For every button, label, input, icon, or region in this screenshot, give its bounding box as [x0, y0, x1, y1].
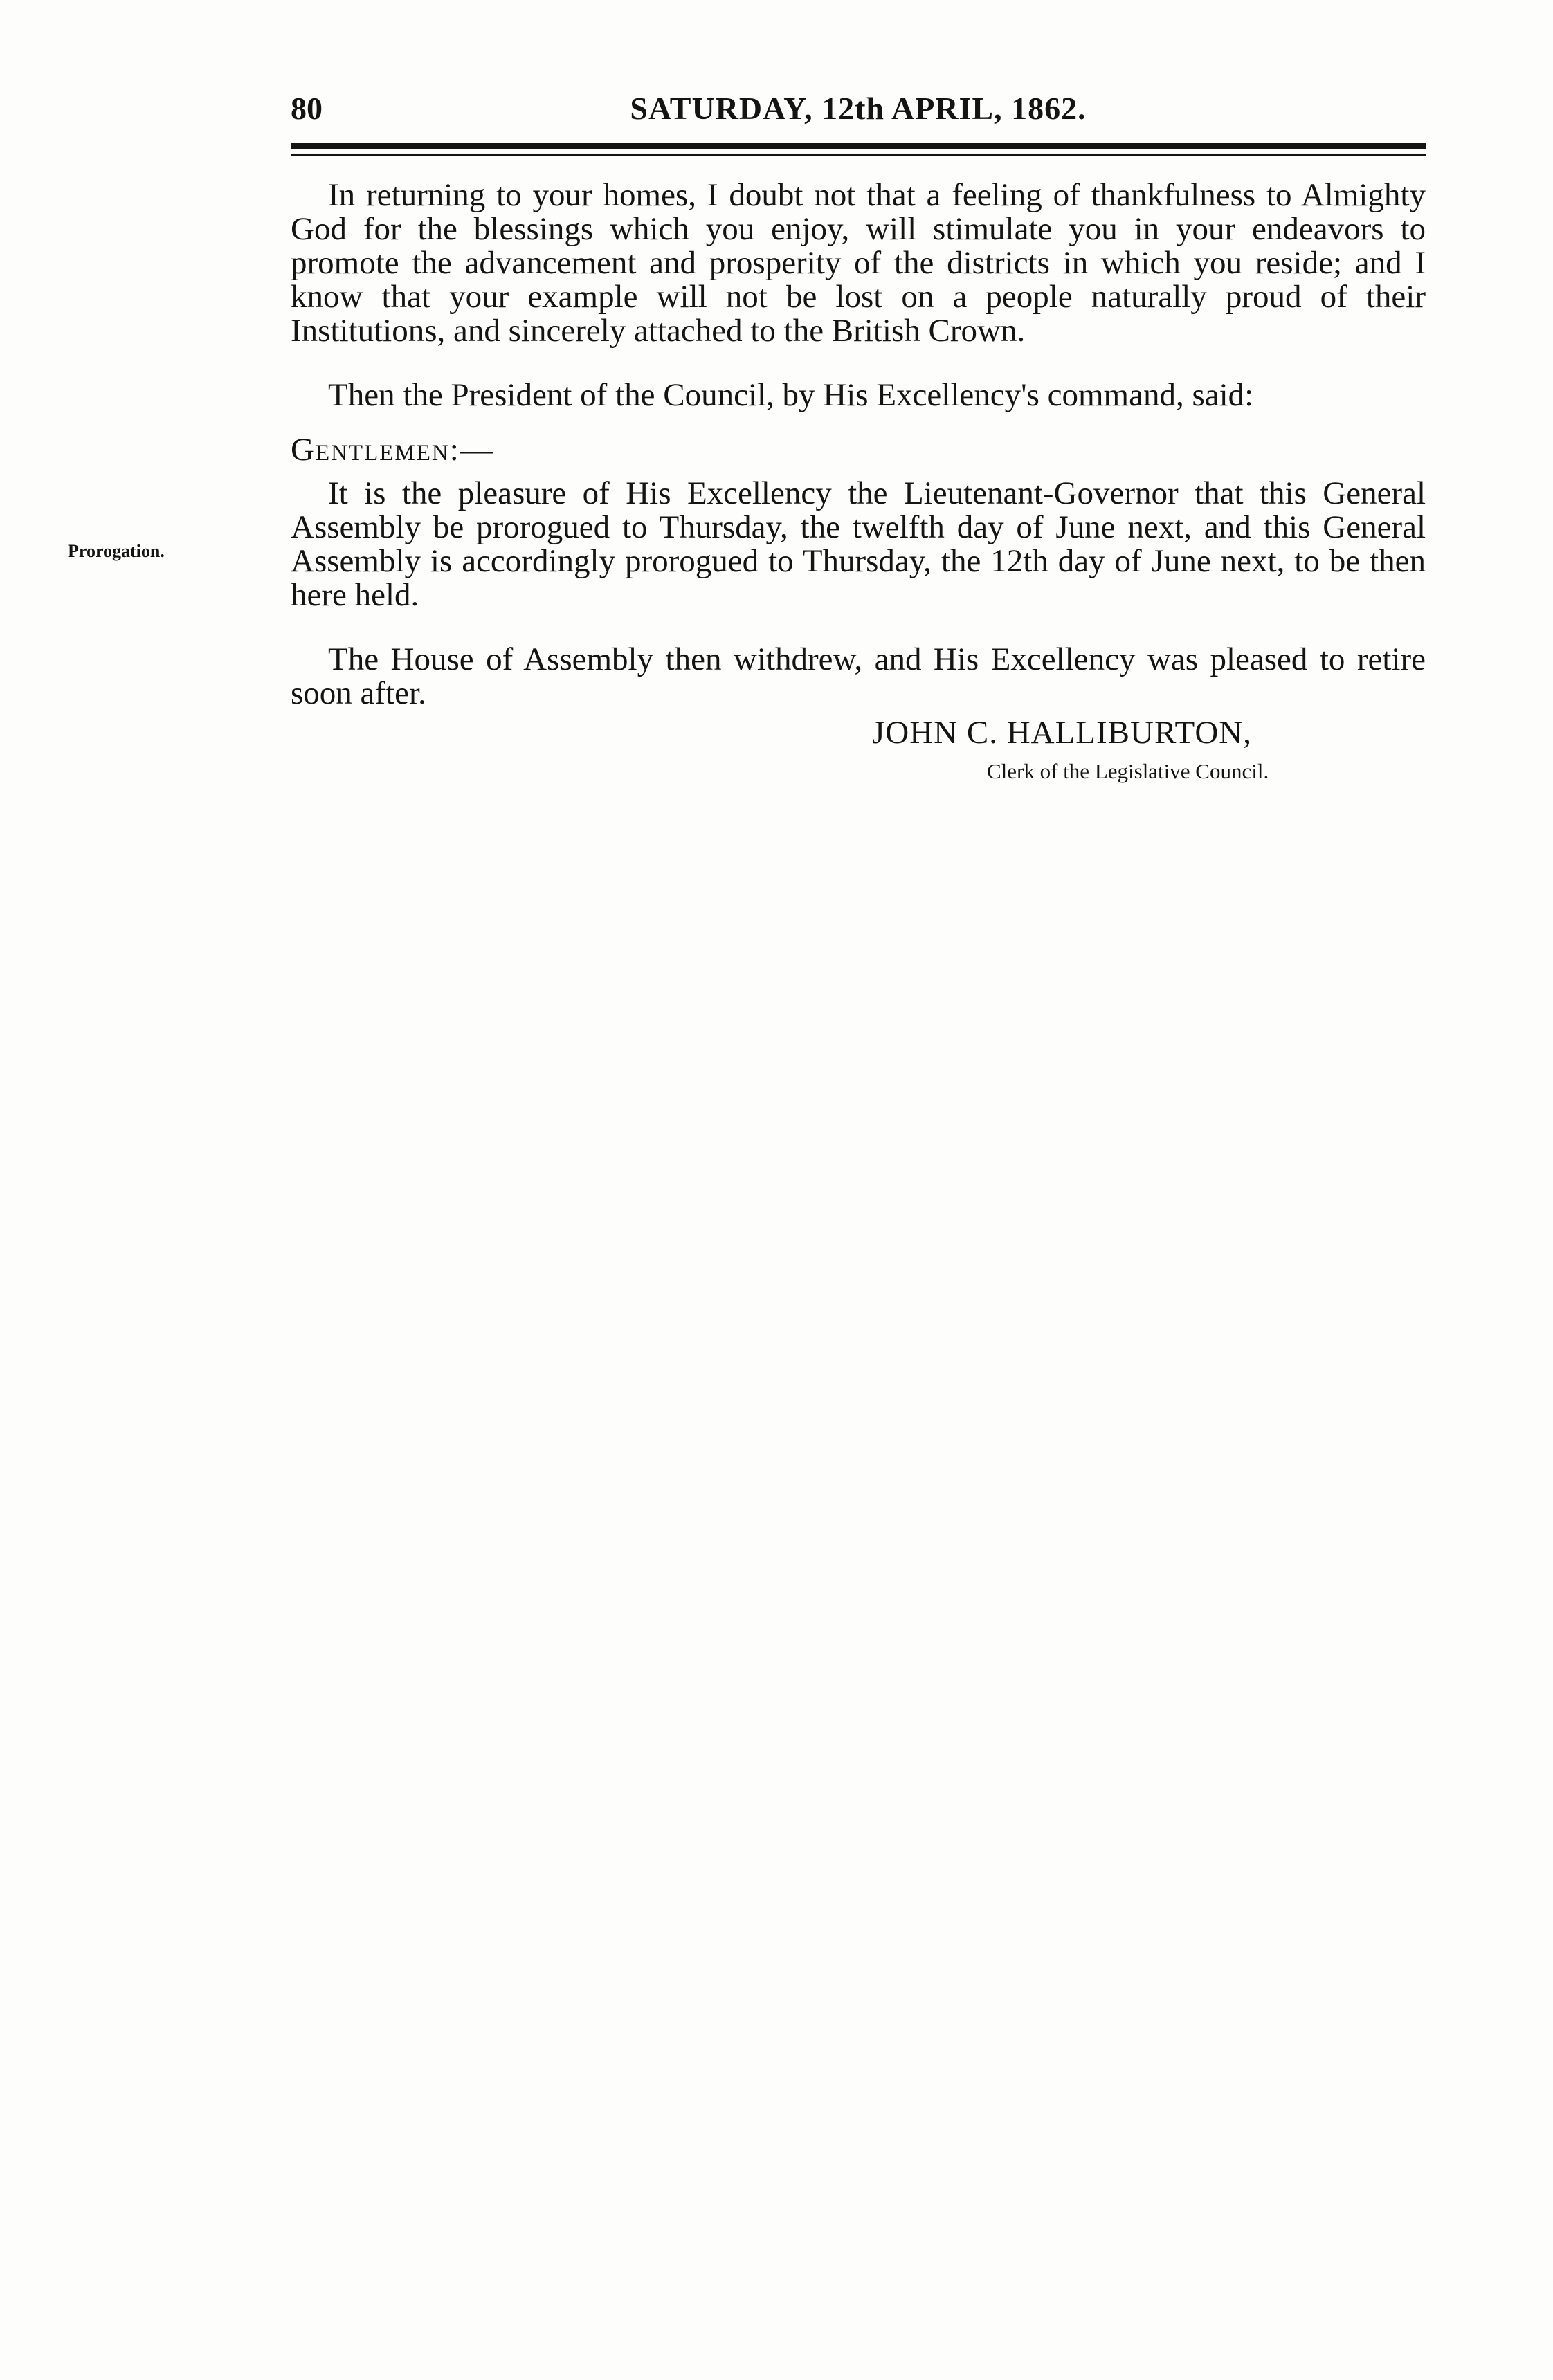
salutation: Gentlemen:—: [291, 432, 494, 468]
document-body: [291, 178, 1426, 788]
page-number: 80: [291, 91, 323, 126]
signature-name: JOHN C. HALLIBURTON,: [872, 715, 1252, 751]
paragraph-withdrew: The House of Assembly then withdrew, and His Excellency was pleased to retire soon after.: [291, 641, 1426, 711]
paragraph-prorogation: It is the pleasure of His Excellency the Lieutenant-Governor that this General Assembly be prorogued to Thursday, the twelfth day of June next, and this General Assembly is accordingly prorogued to Thursday, the 12th day of June next, to be then here held.: [291, 475, 1426, 613]
signature-title: Clerk of the Legislative Council.: [987, 759, 1269, 783]
running-title: SATURDAY, 12th APRIL, 1862.: [630, 91, 1087, 126]
page-header: [291, 90, 1426, 131]
paragraph-homes: In returning to your homes, I doubt not that a feeling of thankfulness to Almighty God for the blessings which you enjoy, will stimulate you in your endeavors to promote the advancement and prosperity of the districts in which you reside; and I know that your example will not be lost on a people naturally proud of their Institutions, and sincerely attached to the British Crown.: [291, 177, 1426, 349]
paragraph-president-command: Then the President of the Council, by His Excellency's command, said:: [328, 377, 1254, 413]
header-rule-thin: [291, 154, 1426, 156]
header-rule-thick: [291, 143, 1426, 149]
margin-note-prorogation: Prorogation.: [68, 541, 165, 561]
